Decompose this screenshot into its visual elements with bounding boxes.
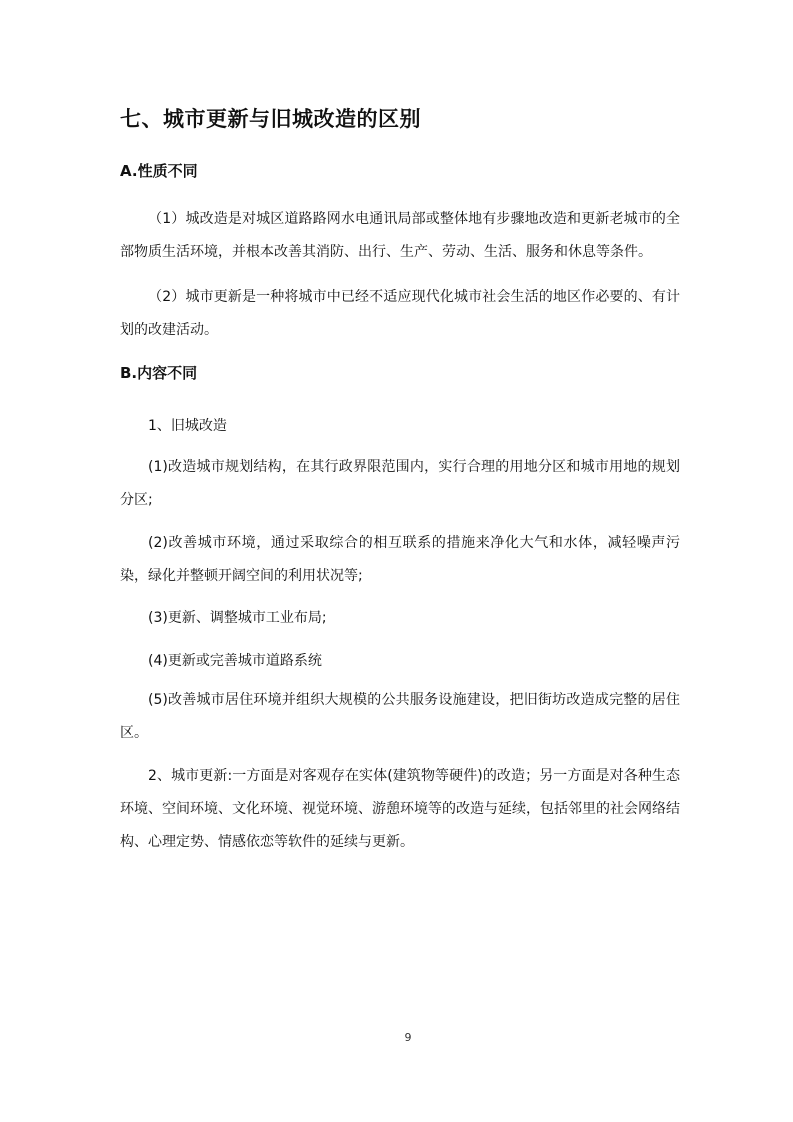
section-b-item-2-text: 2、城市更新:一方面是对客观存在实体(建筑物等硬件)的改造；另一方面是对各种生态环境、空间环境、文化环境、视觉环境、游憩环境等的改造与延续，包括邻里的社会网络结构、心理定势、情感依恋等软件的延续与更新。 <box>120 768 680 850</box>
section-a-paragraph-2 <box>120 281 680 347</box>
page-number: 9 <box>404 1031 412 1044</box>
page-title: 七、城市更新与旧城改造的区别 <box>120 107 421 131</box>
section-a-paragraph-2-text: （2）城市更新是一种将城市中已经不适应现代化城市社会生活的地区作必要的、有计划的改建活动。 <box>120 289 680 338</box>
section-b-sub-4: (4)更新或完善城市道路系统 <box>148 653 322 669</box>
section-b-sub-1-text: (1)改造城市规划结构，在其行政界限范围内，实行合理的用地分区和城市用地的规划分区; <box>120 459 680 508</box>
section-b-sub-5 <box>120 684 680 750</box>
section-a-paragraph-1-text: （1）城改造是对城区道路路网水电通讯局部或整体地有步骤地改造和更新老城市的全部物质生活环境，并根本改善其消防、出行、生产、劳动、生活、服务和休息等条件。 <box>120 211 680 260</box>
section-a-paragraph-1 <box>120 203 680 269</box>
section-b-item-1-title: 1、旧城改造 <box>148 418 227 434</box>
section-b-sub-2 <box>120 527 680 593</box>
section-b-sub-3: (3)更新、调整城市工业布局; <box>148 610 327 626</box>
section-b-sub-1 <box>120 451 680 517</box>
section-b-sub-5-text: (5)改善城市居住环境并组织大规模的公共服务设施建设，把旧街坊改造成完整的居住区。 <box>120 692 680 741</box>
section-b-heading: B.内容不同 <box>120 364 198 382</box>
section-b-sub-2-text: (2)改善城市环境，通过采取综合的相互联系的措施来净化大气和水体，减轻噪声污染，绿化并整顿开阔空间的利用状况等; <box>120 535 680 584</box>
section-a-heading: A.性质不同 <box>120 162 198 180</box>
section-b-item-2 <box>120 760 680 859</box>
